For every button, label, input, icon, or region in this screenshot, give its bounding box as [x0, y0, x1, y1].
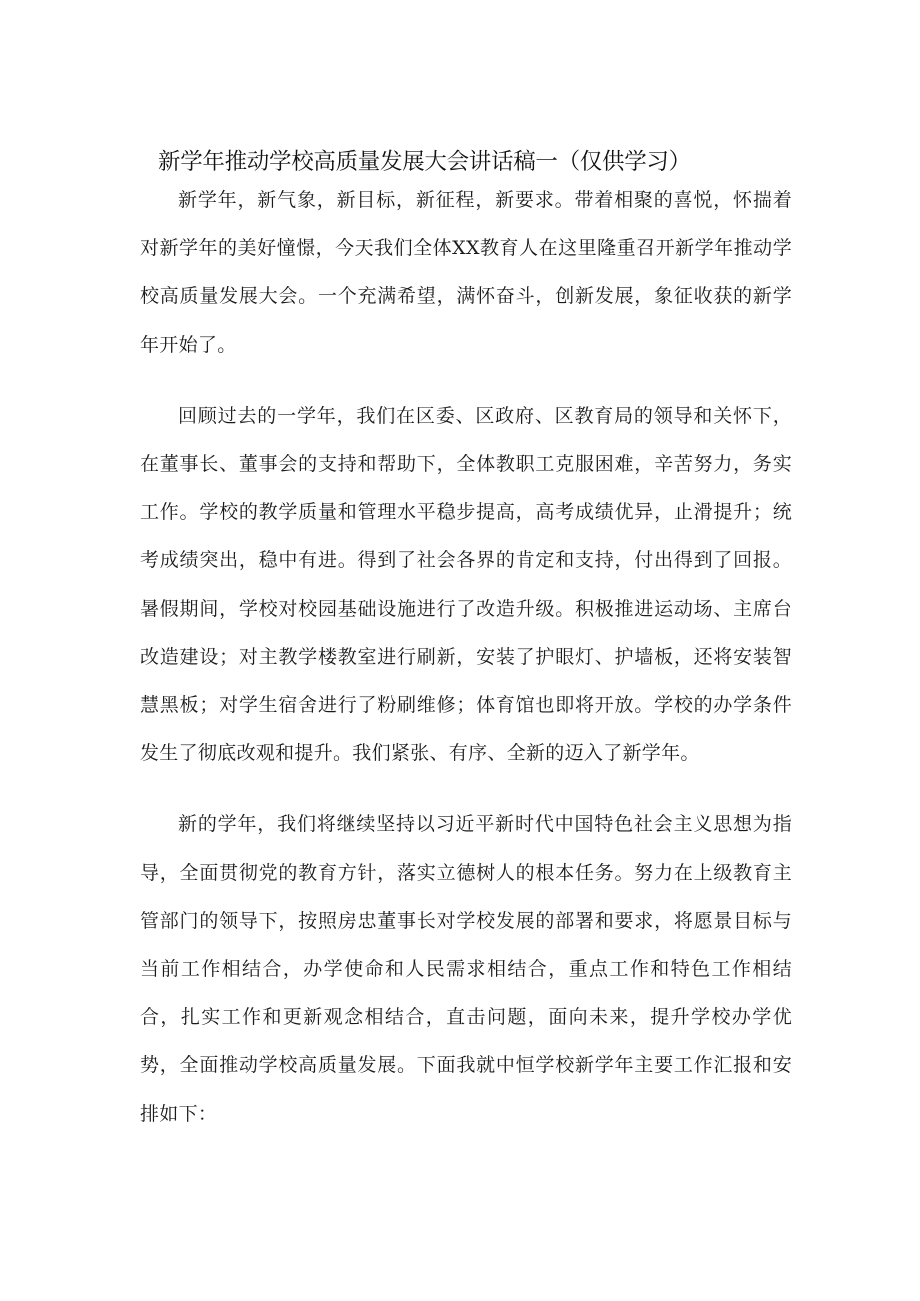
document-body	[140, 176, 792, 1161]
document-title: 新学年推动学校高质量发展大会讲话稿一（仅供学习）	[158, 149, 691, 175]
paragraph-review: 回顾过去的一学年，我们在区委、区政府、区教育局的领导和关怀下，在董事长、董事会的支持和帮助下，全体教职工克服困难，辛苦努力，务实工作。学校的教学质量和管理水平稳步提高，高考成绩优异，止滑提升；统考成绩突出，稳中有进。得到了社会各界的肯定和支持，付出得到了回报。暑假期间，学校对校园基础设施进行了改造升级。积极推进运动场、主席台改造建设；对主教学楼教室进行刷新，安装了护眼灯、护墙板，还将安装智慧黑板；对学生宿舍进行了粉刷维修；体育馆也即将开放。学校的办学条件发生了彻底改观和提升。我们紧张、有序、全新的迈入了新学年。	[140, 404, 792, 765]
paragraph-new-year-plan: 新的学年，我们将继续坚持以习近平新时代中国特色社会主义思想为指导，全面贯彻党的教育方针，落实立德树人的根本任务。努力在上级教育主管部门的领导下，按照房忠董事长对学校发展的部署和要求，将愿景目标与当前工作相结合，办学使命和人民需求相结合，重点工作和特色工作相结合，扎实工作和更新观念相结合，直击问题，面向未来，提升学校办学优势，全面推动学校高质量发展。下面我就中恒学校新学年主要工作汇报和安排如下：	[140, 813, 792, 1125]
paragraph-opening: 新学年，新气象，新目标，新征程，新要求。带着相聚的喜悦，怀揣着对新学年的美好憧憬，今天我们全体XX教育人在这里隆重召开新学年推动学校高质量发展大会。一个充满希望，满怀奋斗，创新发展，象征收获的新学年开始了。	[140, 189, 792, 356]
